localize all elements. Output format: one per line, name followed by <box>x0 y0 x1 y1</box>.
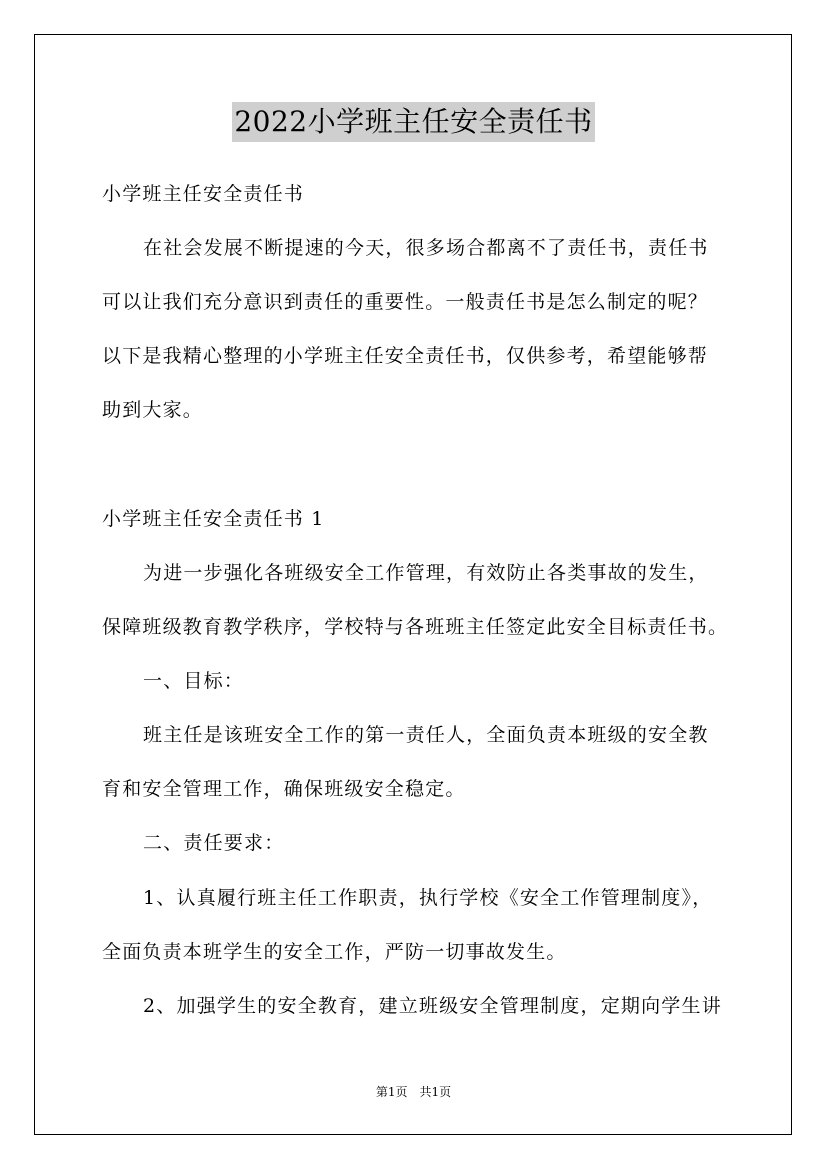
paragraph-line: 2、加强学生的安全教育，建立班级安全管理制度，定期向学生讲 <box>143 995 722 1017</box>
section-heading: 小学班主任安全责任书 1 <box>102 508 325 530</box>
paragraph-line: 助到大家。 <box>102 399 204 421</box>
paragraph-line: 可以让我们充分意识到责任的重要性。一般责任书是怎么制定的呢？ <box>102 291 709 313</box>
paragraph-line: 以下是我精心整理的小学班主任安全责任书，仅供参考，希望能够帮 <box>102 345 709 367</box>
paragraph-line: 全面负责本班学生的安全工作，严防一切事故发生。 <box>102 941 567 963</box>
document-title: 2022小学班主任安全责任书 <box>232 102 594 142</box>
paragraph-line: 班主任是该班安全工作的第一责任人，全面负责本班级的安全教 <box>143 724 709 746</box>
paragraph-line: 在社会发展不断提速的今天，很多场合都离不了责任书，责任书 <box>143 237 709 259</box>
subtitle-line: 小学班主任安全责任书 <box>102 183 305 205</box>
paragraph-line: 1、认真履行班主任工作职责，执行学校《安全工作管理制度》， <box>143 887 713 909</box>
paragraph-line: 保障班级教育教学秩序，学校特与各班班主任签定此安全目标责任书。 <box>102 616 729 638</box>
paragraph-line: 育和安全管理工作，确保班级安全稳定。 <box>102 778 466 800</box>
paragraph-line: 为进一步强化各班级安全工作管理，有效防止各类事故的发生， <box>143 562 709 584</box>
subsection-heading: 一、目标： <box>143 670 245 692</box>
subsection-heading: 二、责任要求： <box>143 832 285 854</box>
page-number-footer: 第1页 共1页 <box>375 1085 452 1099</box>
title-container <box>0 102 827 142</box>
